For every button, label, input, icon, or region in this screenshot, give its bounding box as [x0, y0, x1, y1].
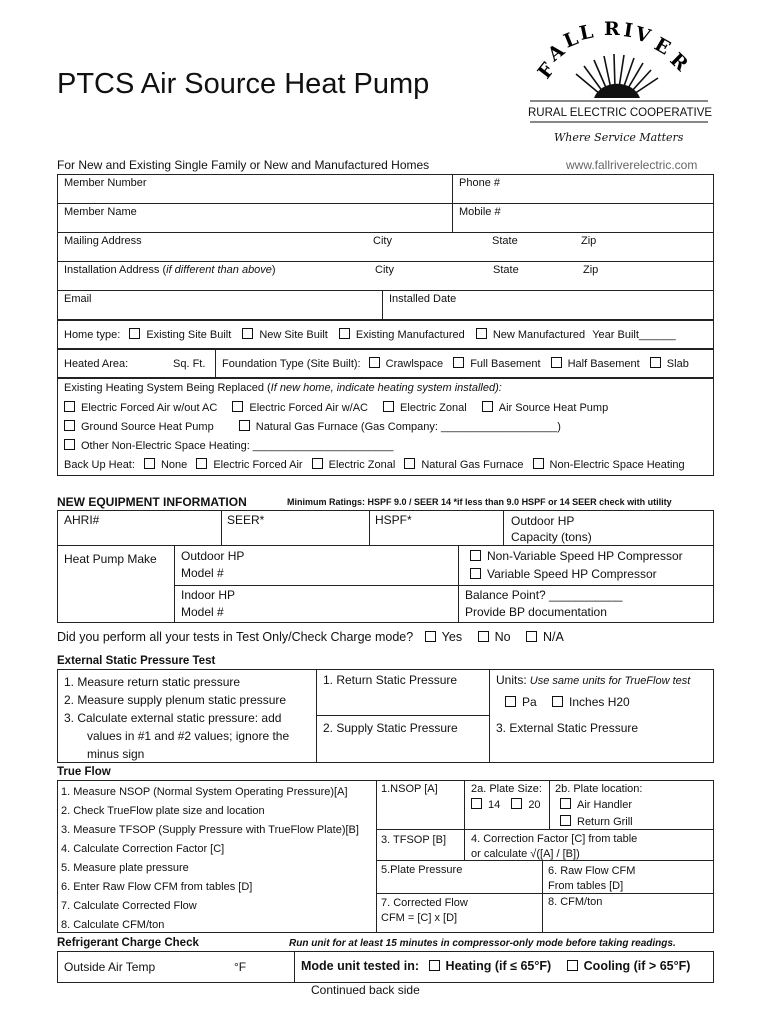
mailing-address-field[interactable]: Mailing Address [64, 235, 142, 247]
new-equipment-heading: NEW EQUIPMENT INFORMATION [57, 495, 247, 509]
checkbox-plate-14[interactable] [471, 798, 482, 809]
install-city-field[interactable]: City [375, 264, 394, 276]
checkbox-half-basement[interactable] [551, 357, 562, 368]
units-label: Units: Use same units for TrueFlow test [496, 673, 691, 687]
checkbox-backup-gas[interactable] [404, 458, 415, 469]
refrigerant-heading: Refrigerant Charge Check [57, 937, 199, 949]
heated-area-field[interactable]: Heated Area: [64, 358, 129, 370]
sqft-label: Sq. Ft. [173, 358, 206, 370]
checkbox-efa-no-ac[interactable] [64, 401, 75, 412]
balance-point-field[interactable]: Balance Point? ___________ Provide BP documentation [465, 588, 623, 619]
home-type-label: Home type: [64, 329, 121, 341]
checkbox-yes[interactable] [425, 631, 436, 642]
checkbox-backup-zonal[interactable] [312, 458, 323, 469]
corrected-flow-field[interactable]: 7. Corrected Flow CFM = [C] x [D] [381, 897, 468, 924]
member-number-field[interactable]: Member Number [64, 177, 147, 189]
website-link[interactable]: www.fallriverelectric.com [566, 158, 698, 172]
capacity-field[interactable]: Outdoor HP Capacity (tons) [511, 514, 592, 544]
plate-size-label: 2a. Plate Size: [471, 783, 542, 795]
outdoor-model-field[interactable]: Outdoor HP Model # [181, 549, 245, 580]
true-flow-heading: True Flow [57, 766, 111, 778]
mobile-field[interactable]: Mobile # [459, 206, 501, 218]
svg-text:RURAL ELECTRIC COOPERATIVE: RURAL ELECTRIC COOPERATIVE [528, 107, 713, 119]
cfm-per-ton-field[interactable]: 8. CFM/ton [548, 896, 603, 908]
checkbox-backup-efa[interactable] [196, 458, 207, 469]
install-state-field[interactable]: State [493, 264, 519, 276]
checkbox-pa[interactable] [505, 696, 516, 707]
checkbox-heating[interactable] [429, 960, 440, 971]
checkbox-full-basement[interactable] [453, 357, 464, 368]
checkbox-existing-manufactured[interactable] [339, 328, 350, 339]
ahri-field[interactable]: AHRI# [64, 513, 100, 527]
svg-text:F: F [533, 58, 560, 84]
email-field[interactable]: Email [64, 293, 92, 305]
true-flow-steps: 1. Measure NSOP (Normal System Operating Pressure)[A] 2. Check TrueFlow plate size and location 3. Measure TFSOP (Supply Pressure with TrueFlow Plate)[B] 4. Calculate Correction Factor [C] 5. Measure plate pressure 6. Enter Raw Flow CFM from tables [D] 7. Calculate Corrected Flow 8. Calculate CFM/ton [61, 786, 359, 931]
supply-static-field[interactable]: 2. Supply Static Pressure [323, 721, 458, 735]
foundation-label: Foundation Type (Site Built): [222, 358, 361, 370]
zip-field[interactable]: Zip [581, 235, 597, 247]
svg-text:L: L [560, 27, 582, 53]
phone-field[interactable]: Phone # [459, 177, 500, 189]
installed-date-field[interactable]: Installed Date [389, 293, 457, 305]
checkbox-efa-ac[interactable] [232, 401, 243, 412]
checkbox-air-source-hp[interactable] [482, 401, 493, 412]
checkbox-backup-non-electric[interactable] [533, 458, 544, 469]
tfsop-field[interactable]: 3. TFSOP [B] [381, 834, 447, 846]
state-field[interactable]: State [492, 235, 518, 247]
continued-note: Continued back side [311, 983, 420, 997]
installation-address-field[interactable]: Installation Address (if different than above) [64, 264, 276, 276]
static-steps: 1. Measure return static pressure 2. Measure supply plenum static pressure 3. Calculate external static pressure: add values in #1 and #2 values; ignore the minus sign [64, 675, 290, 761]
svg-text:V: V [632, 22, 653, 48]
checkbox-new-site-built[interactable] [242, 328, 253, 339]
refrigerant-note: Run unit for at least 15 minutes in compressor-only mode before taking readings. [289, 938, 676, 949]
checkbox-slab[interactable] [650, 357, 661, 368]
outside-air-temp-field[interactable]: Outside Air Temp [64, 960, 156, 974]
checkbox-plate-20[interactable] [511, 798, 522, 809]
minimum-ratings-note: Minimum Ratings: HSPF 9.0 / SEER 14 *if less than 9.0 HSPF or 14 SEER check with utility [287, 497, 672, 507]
correction-factor-field[interactable]: 4. Correction Factor [C] from table or calculate √([A] / [B]) [471, 833, 638, 860]
checkbox-backup-none[interactable] [144, 458, 155, 469]
checkbox-variable-speed[interactable] [470, 568, 481, 579]
member-name-field[interactable]: Member Name [64, 206, 137, 218]
install-zip-field[interactable]: Zip [583, 264, 599, 276]
checkbox-existing-site-built[interactable] [129, 328, 140, 339]
tagline: For New and Existing Single Family or New and Manufactured Homes [57, 158, 430, 172]
checkbox-electric-zonal[interactable] [383, 401, 394, 412]
checkbox-crawlspace[interactable] [369, 357, 380, 368]
plate-pressure-field[interactable]: 5.Plate Pressure [381, 864, 463, 876]
checkbox-non-variable-speed[interactable] [470, 550, 481, 561]
return-static-field[interactable]: 1. Return Static Pressure [323, 673, 458, 687]
svg-text:A: A [543, 39, 569, 66]
hspf-field[interactable]: HSPF* [375, 513, 412, 527]
city-field[interactable]: City [373, 235, 392, 247]
plate-location-label: 2b. Plate location: [555, 783, 643, 795]
checkbox-air-handler[interactable] [560, 798, 571, 809]
svg-text:Where Service Matters: Where Service Matters [554, 131, 684, 144]
page-title: PTCS Air Source Heat Pump [57, 68, 430, 100]
checkbox-no[interactable] [478, 631, 489, 642]
mode-tested-label: Mode unit tested in: [301, 959, 420, 973]
external-static-field[interactable]: 3. External Static Pressure [496, 721, 639, 735]
raw-flow-field[interactable]: 6. Raw Flow CFM From tables [D] [548, 865, 636, 892]
checkbox-inches-h20[interactable] [552, 696, 563, 707]
nsop-field[interactable]: 1.NSOP [A] [381, 783, 438, 795]
indoor-model-field[interactable]: Indoor HP Model # [181, 588, 236, 619]
checkbox-natural-gas-furnace[interactable] [239, 420, 250, 431]
degree-unit: °F [234, 960, 247, 974]
test-mode-question: Did you perform all your tests in Test Only/Check Charge mode? [57, 630, 414, 644]
existing-heating-heading: Existing Heating System Being Replaced (If new home, indicate heating system installed): [64, 382, 502, 394]
checkbox-return-grill[interactable] [560, 815, 571, 826]
seer-field[interactable]: SEER* [227, 513, 265, 527]
heat-pump-make-field[interactable]: Heat Pump Make [64, 552, 157, 566]
checkbox-cooling[interactable] [567, 960, 578, 971]
year-built-field[interactable]: Year Built______ [592, 329, 676, 341]
svg-text:I: I [622, 19, 635, 43]
checkbox-other-non-electric[interactable] [64, 439, 75, 450]
static-pressure-heading: External Static Pressure Test [57, 655, 216, 667]
fall-river-logo [522, 18, 717, 148]
checkbox-new-manufactured[interactable] [476, 328, 487, 339]
svg-text:R: R [604, 18, 620, 40]
checkbox-na[interactable] [526, 631, 537, 642]
member-info-box [57, 174, 714, 320]
checkbox-ground-source-hp[interactable] [64, 420, 75, 431]
svg-text:E: E [650, 33, 675, 60]
backup-heat-label: Back Up Heat: [64, 459, 135, 471]
svg-text:L: L [577, 20, 596, 45]
svg-text:R: R [665, 48, 693, 76]
